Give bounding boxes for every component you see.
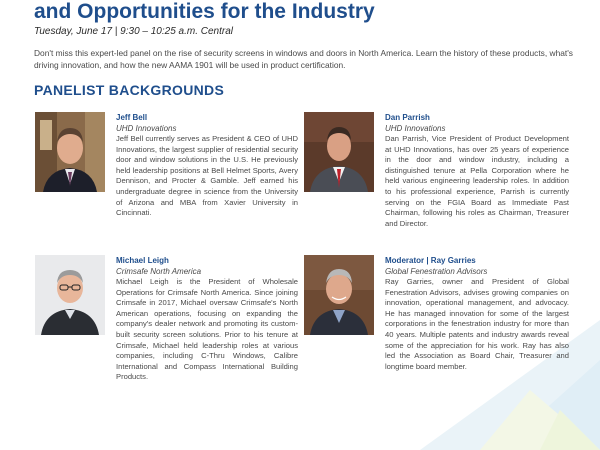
- panelist-photo: [304, 112, 374, 192]
- panelist-name: Jeff Bell: [116, 113, 148, 122]
- panelist-name: Michael Leigh: [116, 256, 169, 265]
- panelist-name: Dan Parrish: [385, 113, 430, 122]
- panelist-bio: Jeff Bell currently serves as President & CEO of UHD Innovations, the largest supplier of residential security door and window solutions in the U.S. He previously held leadership positions at Bell Helmet Sports, Avery Dennison, and Procter & Gamble. Jeff earned his undergraduate degree in science from the University of Arizona and MBA from Xavier University in Cincinnati.: [116, 134, 298, 218]
- panelist-bio: Dan Parrish, Vice President of Product Development at UHD Innovations, has over 25 years of experience in the door and window industry, including a distinguished tenure at Pella Corporation where he held various engineering leadership roles. In addition to his professional experience, Parrish is currently serving on the FGIA Board as Immediate Past Chairman, following his roles as Chairman, Treasurer and Director.: [385, 134, 569, 228]
- page-title: and Opportunities for the Industry: [34, 0, 375, 23]
- section-title: PANELIST BACKGROUNDS: [34, 82, 225, 98]
- panelist-photo: [304, 255, 374, 335]
- panelist-organization: Global Fenestration Advisors: [385, 267, 488, 276]
- panelist-organization: UHD Innovations: [385, 124, 446, 133]
- panelist-bio: Michael Leigh is the President of Wholesale Operations for Crimsafe North America. Since joining Crimsafe in 2017, Michael oversaw Crimsafe's North American operations, focusing on expanding the company's dealer network and promoting its custom-built security screen solutions. Prior to his tenure at Crimsafe, Michael held leadership roles at various companies, including C-Thru Windows, Calibre International and Compass International Building Products.: [116, 277, 298, 382]
- panelist-name: Moderator | Ray Garries: [385, 256, 476, 265]
- panelist-organization: Crimsafe North America: [116, 267, 202, 276]
- panelist-bio: Ray Garries, owner and President of Global Fenestration Advisors, advises growing companies on innovation, operational management, and advocacy. He has managed innovation for some of the largest corporations in the fenestration industry for more than 40 years. Multiple patents and industry awards reveal some of the appreciation for his work. Ray has also led the Association as Board Chair, Treasurer and longtime board member.: [385, 277, 569, 371]
- panelist-organization: UHD Innovations: [116, 124, 177, 133]
- intro-paragraph: Don't miss this expert-led panel on the rise of security screens in windows and doors in North America. Learn the history of these products, what's driving innovation, and how the new AAMA 1901 will be used in product certification.: [34, 48, 573, 70]
- panelist-photo: [35, 112, 105, 192]
- panelist-photo: [35, 255, 105, 335]
- event-schedule: Tuesday, June 17 | 9:30 – 10:25 a.m. Central: [34, 26, 234, 37]
